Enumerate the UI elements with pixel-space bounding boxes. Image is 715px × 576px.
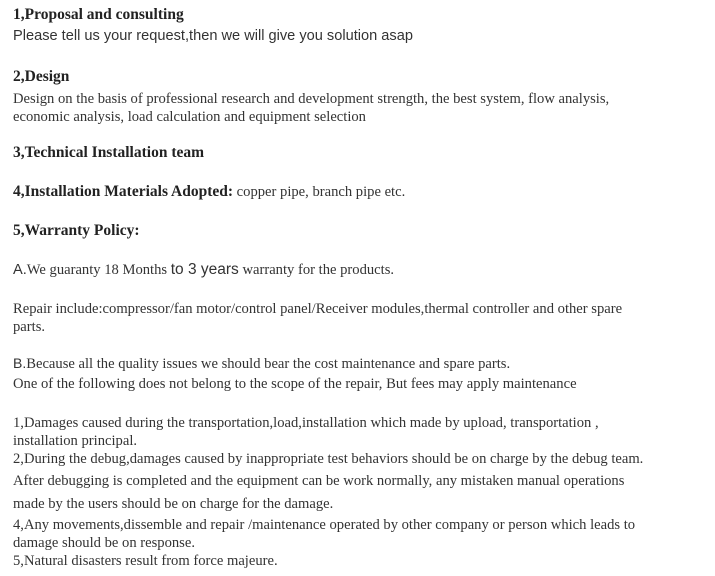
repair-scope-text: One of the following does not belong to the scope of the repair, But fees may apply maintenance <box>13 376 577 392</box>
warranty-a-to: to <box>170 261 184 278</box>
warranty-b-prefix: B. <box>13 355 27 371</box>
warranty-heading: 5,Warranty Policy: <box>13 222 140 239</box>
exclusion-item2: 2,During the debug,damages caused by inappropriate test behaviors should be on charge by the debug team. <box>13 451 644 467</box>
warranty-b-line <box>13 354 510 373</box>
materials-heading: 4,Installation Materials Adopted: <box>13 183 234 200</box>
exclusion-item4-line1: 4,Any movements,dissemble and repair /maintenance operated by other company or person which leads to <box>13 517 636 533</box>
design-text-line2: economic analysis, load calculation and equipment selection <box>13 109 366 125</box>
warranty-b-text: Because all the quality issues we should bear the cost maintenance and spare parts. <box>26 356 511 372</box>
materials-line <box>13 183 405 201</box>
proposal-text: Please tell us your request,then we will give you solution asap <box>13 28 413 44</box>
design-text-line1: Design on the basis of professional research and development strength, the best system, flow analysis, <box>13 91 610 107</box>
materials-text: copper pipe, branch pipe etc. <box>233 184 406 200</box>
warranty-a-part2: 3 years <box>183 261 239 278</box>
warranty-a-part3: warranty for the products. <box>238 262 395 278</box>
exclusion-item4-line2: damage should be on response. <box>13 535 195 551</box>
warranty-a-line <box>13 261 394 279</box>
proposal-heading: 1,Proposal and consulting <box>13 6 184 23</box>
exclusion-item5: 5,Natural disasters result from force majeure. <box>13 553 278 569</box>
exclusion-item3-line2: made by the users should be on charge for the damage. <box>13 496 334 512</box>
repair-text-line1: Repair include:compressor/fan motor/control panel/Receiver modules,thermal controller and other spare <box>13 301 623 317</box>
exclusion-item3-line1: After debugging is completed and the equipment can be work normally, any mistaken manual operations <box>13 473 625 489</box>
exclusion-item1-line1: 1,Damages caused during the transportation,load,installation which made by upload, transportation , <box>13 415 599 431</box>
warranty-a-part1: We guaranty 18 Months <box>26 262 171 278</box>
design-heading: 2,Design <box>13 68 70 85</box>
exclusion-item1-line2: installation principal. <box>13 433 138 449</box>
warranty-a-prefix: A. <box>13 262 27 278</box>
installation-team-heading: 3,Technical Installation team <box>13 144 205 161</box>
repair-text-line2: parts. <box>13 319 46 335</box>
